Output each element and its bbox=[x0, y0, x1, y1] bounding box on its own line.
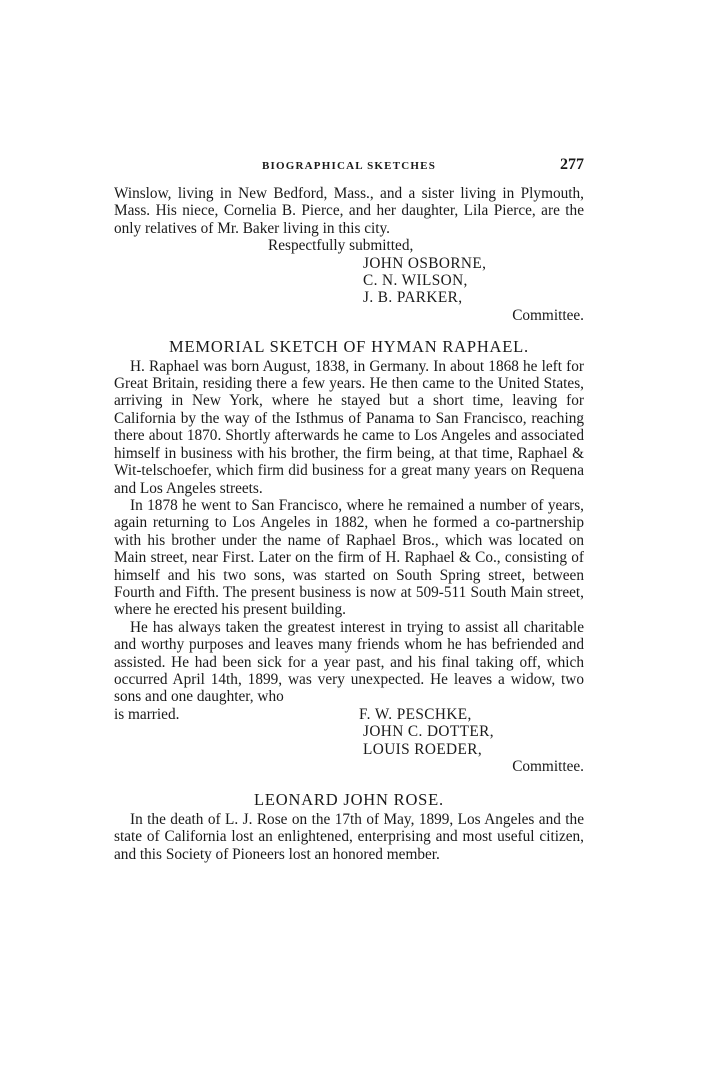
committee-label: Committee. bbox=[512, 306, 584, 324]
signer-3: J. B. PARKER, bbox=[363, 289, 463, 307]
section-heading-raphael: MEMORIAL SKETCH OF HYMAN RAPHAEL. bbox=[169, 337, 529, 357]
signer-2: C. N. WILSON, bbox=[363, 272, 468, 290]
baker-paragraph: Winslow, living in New Bedford, Mass., and a sister living in Plymouth, Mass. His niece, Cornelia B. Pierce, and her daughter, Lila Pierce, are the only relatives of Mr. Baker living in this city. bbox=[114, 185, 584, 237]
section-heading-rose: LEONARD JOHN ROSE. bbox=[254, 790, 444, 810]
signer-1: JOHN OSBORNE, bbox=[363, 254, 487, 272]
raphael-paragraph-3: He has always taken the greatest interest in trying to assist all charitable and worthy purposes and leaves many friends whom he has befriended and assisted. He had been sick for a year past, and his final taking off, which occurred April 14th, 1899, was very unexpected. He leaves a widow, two sons and one daughter, who bbox=[114, 618, 584, 706]
running-head-title: BIOGRAPHICAL SKETCHES bbox=[261, 160, 437, 172]
raphael-committee-label: Committee. bbox=[512, 758, 584, 775]
raphael-paragraph-3-end: is married. bbox=[114, 705, 180, 723]
raphael-signer-2: JOHN C. DOTTER, bbox=[363, 723, 494, 741]
raphael-signer-3: LOUIS ROEDER, bbox=[363, 740, 483, 758]
page-number: 277 bbox=[560, 156, 584, 173]
raphael-paragraph-2: In 1878 he went to San Francisco, where he remained a number of years, again returning to Los Angeles in 1882, when he formed a co-partnership with his brother under the name of Raphael Bros., which was located on Main street, near First. Later on the firm of H. Raphael & Co., consisting of himself and his two sons, was started on South Spring street, between Fourth and Fifth. The present business is now at 509-511 South Main street, where he erected his present building. bbox=[114, 496, 584, 619]
running-head bbox=[114, 156, 584, 180]
page-body bbox=[114, 185, 584, 863]
raphael-paragraph-1: H. Raphael was born August, 1838, in Germany. In about 1868 he left for Great Britain, residing there a few years. He then came to the United States, arriving in New York, where he stayed but a short time, leaving for California by the way of the Isthmus of Panama to San Francisco, reaching there about 1870. Shortly afterwards he came to Los Angeles and associated himself in business with his brother, the firm being, at that time, Raphael & Wit-telschoefer, which firm did business for a great many years on Requena and Los Angeles streets. bbox=[114, 357, 584, 497]
raphael-signer-1: F. W. PESCHKE, bbox=[359, 705, 472, 723]
rose-paragraph: In the death of L. J. Rose on the 17th of May, 1899, Los Angeles and the state of California lost an enlightened, enterprising and most useful citizen, and this Society of Pioneers lost an honored member. bbox=[114, 810, 584, 863]
raphael-closing-row bbox=[114, 706, 584, 723]
closing-line: Respectfully submitted, bbox=[268, 237, 414, 255]
